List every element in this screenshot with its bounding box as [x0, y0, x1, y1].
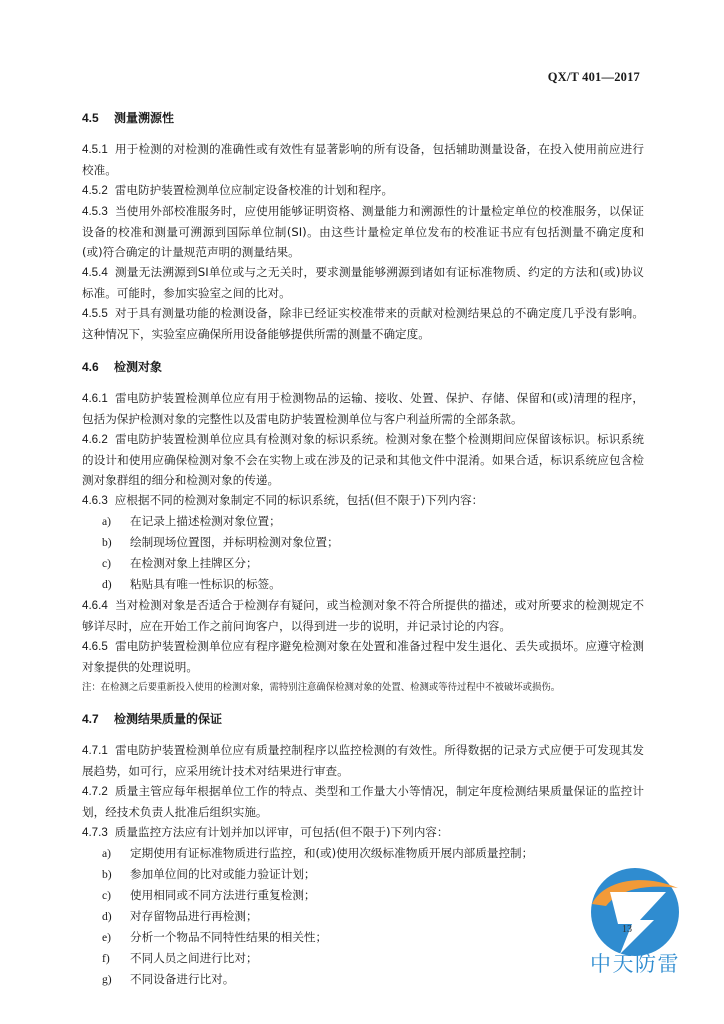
list-text: 使用相同或不同方法进行重复检测；	[130, 888, 316, 902]
list-item	[82, 553, 644, 574]
list-item	[82, 864, 644, 885]
clause-number: 4.7.2	[82, 785, 108, 798]
list-item	[82, 885, 644, 906]
list-text: 定期使用有证标准物质进行监控，和(或)使用次级标准物质开展内部质量控制；	[130, 846, 534, 860]
clause-text: 雷电防护装置检测单位应有用于检测物品的运输、接收、处置、保护、存储、保留和(或)清理的程序，包括为保护检测对象的完整性以及雷电防护装置检测单位与客户利益所需的全部条款。	[82, 391, 644, 426]
list-marker: c)	[102, 889, 112, 902]
list-item	[82, 532, 644, 553]
list-item	[82, 906, 644, 927]
clause-number: 4.6.5	[82, 640, 108, 653]
list-marker: a)	[102, 847, 112, 860]
list-marker: f)	[102, 952, 110, 965]
list-marker: e)	[102, 931, 112, 944]
clause-text: 雷电防护装置检测单位应有程序避免检测对象在处置和准备过程中发生退化、丢失或损坏。应遵守检测对象提供的处理说明。	[82, 639, 644, 674]
section-number: 4.7	[82, 712, 99, 726]
clause-text: 测量无法溯源到SI单位或与之无关时，要求测量能够溯源到诸如有证标准物质、约定的方法和(或)协议标准。可能时，参加实验室之间的比对。	[82, 265, 644, 300]
clause-number: 4.5.4	[82, 266, 108, 279]
clause-4-5-2	[82, 180, 644, 201]
list-item	[82, 511, 644, 532]
clause-text: 质量主管应每年根据单位工作的特点、类型和工作量大小等情况，制定年度检测结果质量保证的监控计划，经技术负责人批准后组织实施。	[82, 784, 644, 819]
clause-text: 当使用外部校准服务时，应使用能够证明资格、测量能力和溯源性的计量检定单位的校准服务，以保证设备的校准和测量可溯源到国际单位制(SI)。由这些计量检定单位发布的校准证书应有包括测量不确定度和(或)符合确定的计量规范声明的测量结果。	[82, 204, 644, 259]
section-heading-4-7	[82, 709, 644, 729]
list-text: 不同设备进行比对。	[130, 972, 235, 986]
section-title: 检测结果质量的保证	[114, 712, 223, 726]
list-marker: d)	[102, 578, 112, 591]
note: 注：在检测之后要重新投入使用的检测对象，需特别注意确保检测对象的处置、检测或等待过程中不被破坏或损伤。	[82, 682, 561, 693]
section-title: 检测对象	[114, 360, 163, 374]
list-text: 粘贴具有唯一性标识的标签。	[130, 577, 281, 591]
clause-number: 4.6.3	[82, 494, 108, 507]
clause-number: 4.5.3	[82, 205, 108, 218]
watermark-text: 中天防雷	[590, 952, 680, 976]
page-number: 13	[622, 924, 632, 935]
clause-number: 4.6.2	[82, 433, 108, 446]
clause-text: 雷电防护装置检测单位应具有检测对象的标识系统。检测对象在整个检测期间应保留该标识。标识系统的设计和使用应确保检测对象不会在实物上或在涉及的记录和其他文件中混淆。如果合适，标识系统应包含检测对象群组的细分和检测对象的传递。	[82, 432, 644, 487]
list-marker: a)	[102, 515, 112, 528]
list-marker: b)	[102, 536, 112, 549]
list-item	[82, 948, 644, 969]
list-item	[82, 927, 644, 948]
section-title: 测量溯源性	[114, 111, 175, 125]
clause-4-5-4	[82, 262, 644, 303]
document-body	[82, 108, 644, 990]
list-item	[82, 843, 644, 864]
clause-number: 4.5.1	[82, 143, 108, 156]
clause-4-7-1	[82, 740, 644, 781]
section-heading-4-5	[82, 108, 644, 128]
clause-text: 对于具有测量功能的检测设备，除非已经证实校准带来的贡献对检测结果总的不确定度几乎没有影响。这种情况下，实验室应确保所用设备能够提供所需的测量不确定度。	[82, 306, 644, 341]
list-item	[82, 574, 644, 595]
clause-4-7-2	[82, 781, 644, 822]
clause-4-6-4	[82, 595, 644, 636]
list-item	[82, 969, 644, 990]
clause-4-6-2	[82, 429, 644, 490]
clause-text: 雷电防护装置检测单位应制定设备校准的计划和程序。	[114, 183, 394, 197]
list-text: 不同人员之间进行比对；	[130, 951, 258, 965]
list-marker: c)	[102, 557, 112, 570]
clause-4-5-3	[82, 201, 644, 262]
list-marker: b)	[102, 868, 112, 881]
list-marker: d)	[102, 910, 112, 923]
list-text: 分析一个物品不同特性结果的相关性；	[130, 930, 328, 944]
list-text: 绘制现场位置图，并标明检测对象位置；	[130, 535, 339, 549]
clause-number: 4.6.4	[82, 599, 108, 612]
clause-number: 4.7.3	[82, 826, 108, 839]
clause-4-7-3	[82, 822, 644, 843]
section-number: 4.6	[82, 360, 99, 374]
clause-4-6-1	[82, 388, 644, 429]
section-number: 4.5	[82, 111, 99, 125]
clause-number: 4.5.2	[82, 184, 108, 197]
clause-4-6-5	[82, 636, 644, 677]
clause-text: 应根据不同的检测对象制定不同的标识系统，包括(但不限于)下列内容：	[114, 493, 484, 507]
list-text: 在检测对象上挂牌区分；	[130, 556, 258, 570]
clause-4-5-1	[82, 139, 644, 180]
clause-4-6-3	[82, 490, 644, 511]
list-marker: g)	[102, 973, 112, 986]
standard-code: QX/T 401—2017	[547, 70, 640, 84]
clause-text: 用于检测的对检测的准确性或有效性有显著影响的所有设备，包括辅助测量设备，在投入使用前应进行校准。	[82, 142, 644, 177]
section-heading-4-6	[82, 357, 644, 377]
clause-number: 4.7.1	[82, 744, 108, 757]
clause-text: 雷电防护装置检测单位应有质量控制程序以监控检测的有效性。所得数据的记录方式应便于可发现其发展趋势，如可行，应采用统计技术对结果进行审查。	[82, 743, 644, 778]
clause-text: 质量监控方法应有计划并加以评审，可包括(但不限于)下列内容：	[114, 825, 449, 839]
list-text: 在记录上描述检测对象位置；	[130, 514, 281, 528]
clause-number: 4.5.5	[82, 307, 108, 320]
list-text: 参加单位间的比对或能力验证计划；	[130, 867, 316, 881]
clause-4-5-5	[82, 303, 644, 344]
clause-text: 当对检测对象是否适合于检测存有疑问，或当检测对象不符合所提供的描述，或对所要求的检测规定不够详尽时，应在开始工作之前问询客户，以得到进一步的说明，并记录讨论的内容。	[82, 598, 644, 633]
list-text: 对存留物品进行再检测；	[130, 909, 258, 923]
clause-number: 4.6.1	[82, 392, 108, 405]
